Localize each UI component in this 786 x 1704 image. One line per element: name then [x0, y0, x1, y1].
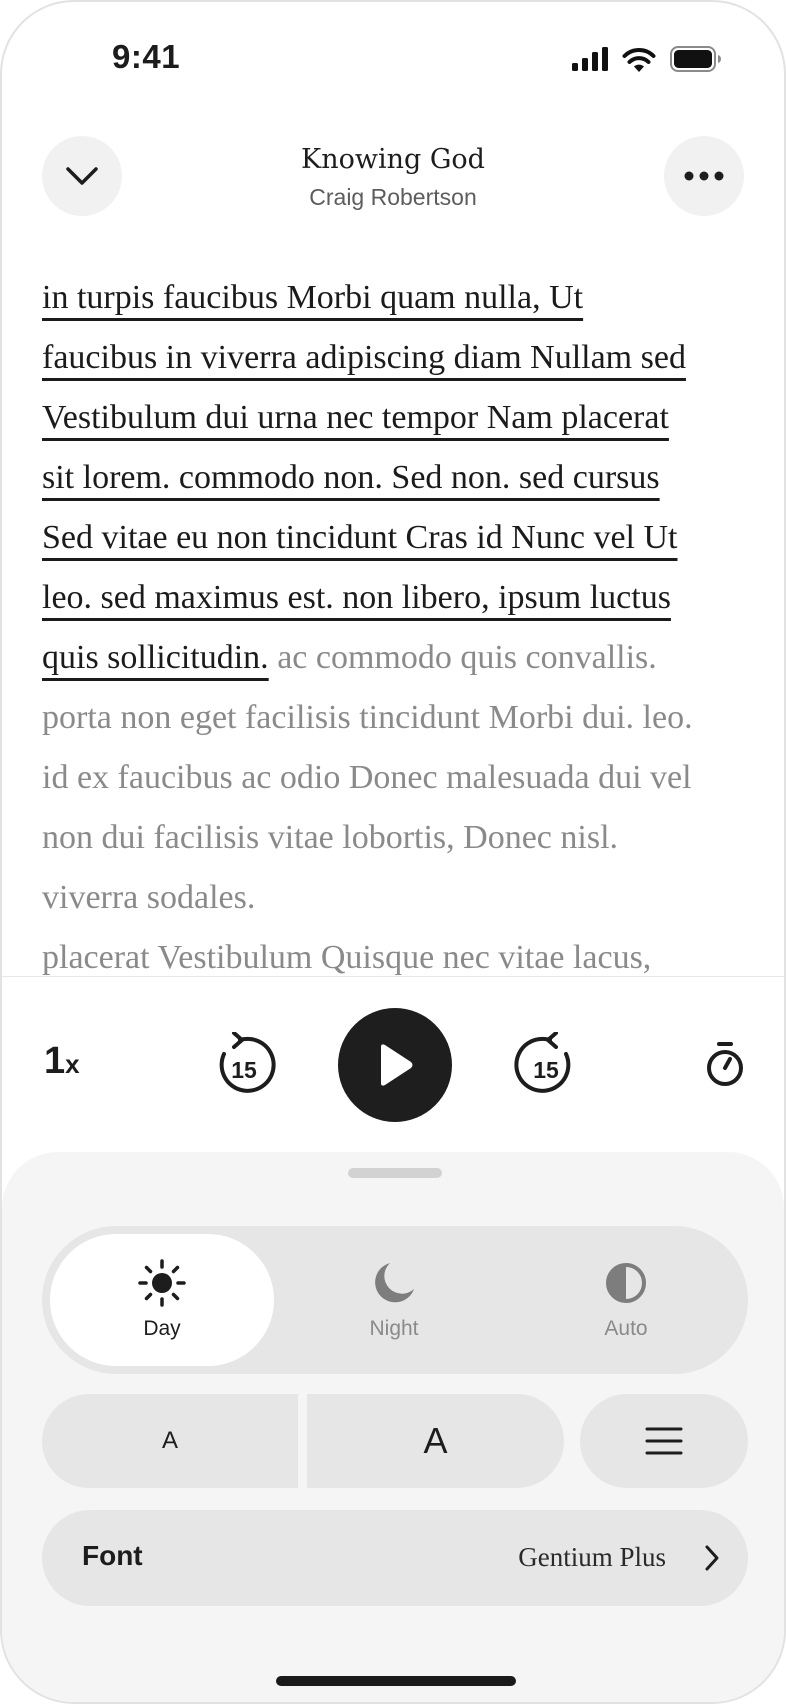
- sleep-timer-button[interactable]: [702, 1038, 748, 1090]
- sheet-grabber[interactable]: [348, 1168, 442, 1178]
- unread-text: placerat Vestibulum Quisque nec vitae lacus,: [42, 939, 652, 976]
- unread-text: id ex faucibus ac odio Donec malesuada dui vel: [42, 759, 692, 796]
- skip-forward-button[interactable]: [514, 1032, 580, 1098]
- theme-day-label: Day: [143, 1317, 181, 1340]
- more-dots-icon: [684, 171, 724, 181]
- unread-text: ac commodo quis convallis.: [268, 639, 657, 676]
- more-options-button[interactable]: [664, 136, 744, 216]
- font-label: Font: [82, 1540, 143, 1571]
- rewind-15-icon: [210, 1032, 276, 1098]
- play-icon: [375, 1043, 415, 1087]
- read-text: Sed vitae eu non tincidunt Cras id Nunc vel Ut: [42, 519, 678, 556]
- text-line: [42, 448, 762, 508]
- theme-auto-label: Auto: [604, 1317, 648, 1340]
- unread-text: viverra sodales.: [42, 879, 256, 916]
- chevron-right-icon: [704, 1544, 720, 1572]
- book-author: Craig Robertson: [309, 184, 477, 210]
- theme-auto-option[interactable]: [514, 1234, 738, 1366]
- theme-night-option[interactable]: [282, 1234, 506, 1366]
- font-value: Gentium Plus: [518, 1542, 666, 1572]
- theme-day-option[interactable]: [50, 1234, 274, 1366]
- skip-back-button[interactable]: [210, 1032, 276, 1098]
- theme-selector: [42, 1226, 748, 1374]
- rewind-seconds: 15: [231, 1057, 257, 1083]
- read-text: leo. sed maximus est. non libero, ipsum luctus: [42, 579, 671, 616]
- reading-settings-sheet: [2, 1152, 784, 1702]
- small-a-label: A: [161, 1427, 178, 1454]
- forward-15-icon: [514, 1032, 580, 1098]
- status-icons: [572, 46, 722, 72]
- text-line: [42, 328, 762, 388]
- unread-text: non dui facilisis vitae lobortis, Donec nisl.: [42, 819, 619, 856]
- large-a-label: A: [423, 1420, 448, 1461]
- read-text: sit lorem. commodo non. Sed non. sed cursus: [42, 459, 660, 496]
- theme-night-label: Night: [369, 1317, 419, 1340]
- play-button[interactable]: [338, 1008, 452, 1122]
- text-line: [42, 268, 762, 328]
- moon-icon: [370, 1259, 418, 1307]
- line-spacing-button[interactable]: [580, 1394, 748, 1488]
- text-line: [42, 568, 762, 628]
- home-indicator: [276, 1676, 516, 1686]
- playback-speed-button[interactable]: [44, 1040, 80, 1083]
- text-line: [42, 388, 762, 448]
- book-title: Knowing God: [301, 144, 485, 175]
- wifi-icon: [622, 47, 656, 72]
- status-time: 9:41: [112, 38, 181, 75]
- read-text: quis sollicitudin.: [42, 639, 269, 676]
- line-spacing-icon: [644, 1426, 684, 1456]
- read-text: Vestibulum dui urna nec tempor Nam placerat: [42, 399, 669, 436]
- timer-icon: [705, 1041, 745, 1087]
- sun-icon: [138, 1259, 186, 1307]
- unread-text: porta non eget facilisis tincidunt Morbi dui. leo.: [42, 699, 693, 736]
- divider: [2, 976, 784, 977]
- contrast-icon: [602, 1259, 650, 1307]
- speed-suffix: x: [65, 1049, 80, 1079]
- increase-font-size-button[interactable]: [307, 1394, 564, 1488]
- decrease-font-size-button[interactable]: [42, 1394, 298, 1488]
- speed-value: 1: [44, 1040, 66, 1082]
- text-line: [42, 508, 762, 568]
- read-text: in turpis faucibus Morbi quam nulla, Ut: [42, 279, 584, 316]
- cellular-signal-icon: [572, 47, 608, 71]
- read-text: faucibus in viverra adipiscing diam Nullam sed: [42, 339, 686, 376]
- font-picker-row[interactable]: [42, 1510, 748, 1606]
- battery-icon: [670, 46, 722, 72]
- forward-seconds: 15: [533, 1057, 559, 1083]
- reading-text[interactable]: [42, 268, 762, 976]
- text-line: [42, 628, 762, 688]
